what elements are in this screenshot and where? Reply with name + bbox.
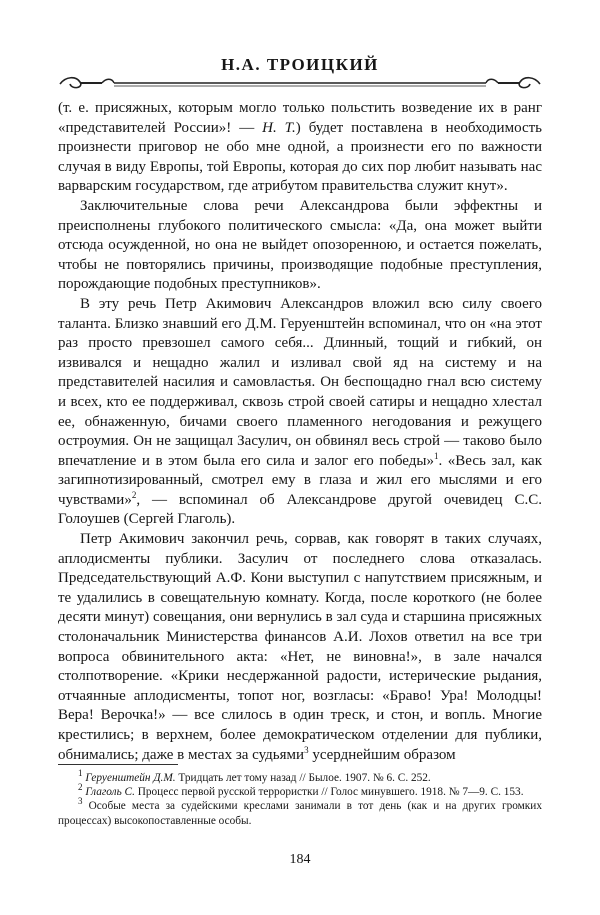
footnote-ref[interactable]: 2 [131, 489, 137, 500]
footnote-separator [58, 764, 178, 765]
editor-initials: Н. Т. [262, 119, 296, 136]
footnote-ref[interactable]: 1 [433, 450, 439, 461]
paragraph: В эту речь Петр Акимович Александров вложил всю силу своего таланта. Близко знавший его Д.М. Геруенштейн вспоминал, что он «на этот раз просто превзошел самого себя... Длинный, тощий и гибкий, он извивался и нещадно жалил и изливал свой яд на систему и на представителей насилия и самовластья. Он беспощадно гнал всю систему и всех, кто ее поддерживал, сквозь строй своей сатиры и нещадно хлестал ее, обнаженную, бичами своего пламенного негодования и режущего остроумия. Он не защищал Засулич, он обвинял весь строй — таково было впечатление и в этом была его сила и залог его победы»$^1$. «Весь зал, как загипнотизированный, смотрел ему в глаза и жил его мыслями и его чувствами»$^2$, — вспоминал об Александрове другой очевидец С.С. Голоушев (Сергей Глаголь). [58, 295, 543, 528]
footnote-ref[interactable]: 3 [304, 744, 309, 755]
footnote: $^2$ Глаголь С. Процесс первой русской террористки // Голос минувшего. 1918. № 7—9. С. 153. [78, 782, 524, 799]
ornamental-rule [58, 74, 542, 92]
footnotes [58, 768, 542, 828]
footnote: $^3$ Особые места за судейскими креслами занимали в тот день (как и на других громких процессах) высокопоставленные особы. [58, 796, 542, 827]
running-header: Н.А. ТРОИЦКИЙ [221, 55, 379, 74]
paragraph: (т. е. присяжных, которым могло только польстить возведение их в ранг «представителей России»! — Н. Т.) будет поставлена в необходимость произнести приговор не обо мне одной, а произнести его по важности случая в виду Европы, той Европы, которая до сих пор любит называть нас варварским государством, где атрибутом правительства служит кнут». [58, 100, 543, 195]
paragraph: Заключительные слова речи Александрова были эффектны и преисполнены глубокого политического смысла: «Да, она может выйти отсюда осужденной, но она не выйдет опозоренною, и остается пожелать, чтобы не повторялись причины, производящие подобные преступления, порождающие подобных преступников». [58, 197, 542, 293]
main-text [58, 99, 542, 765]
page-number: 184 [289, 852, 311, 867]
paragraph: Петр Акимович закончил речь, сорвав, как говорят в таких случаях, аплодисменты публики. Засулич от последнего слова отказалась. Председательствующий А.Ф. Кони выступил с напутствием присяжным, и те удалились в совещательную комнату. Когда, после короткого (не более десяти минут) совещания, они вернулись в зал суда и старшина присяжных столоначальник Министерства финансов А.И. Лохов ответил на все три вопроса обвинительного акта: «Нет, не виновна!», в зале начался столпотворение. «Крики несдержанной радости, истерические рыдания, отчаянные аплодисменты, топот ног, возгласы: «Браво! Ура! Молодцы! Вера! Верочка!» — все слилось в один треск, и стон, и вопль. Многие крестились; в верхнем, более демократическом отделении для публики, обнимались; даже в местах за судьями$^3$ усерднейшим образом [58, 531, 542, 763]
footnote: $^1$ Геруенштейн Д.М. Тридцать лет тому назад // Былое. 1907. № 6. С. 252. [78, 768, 431, 784]
